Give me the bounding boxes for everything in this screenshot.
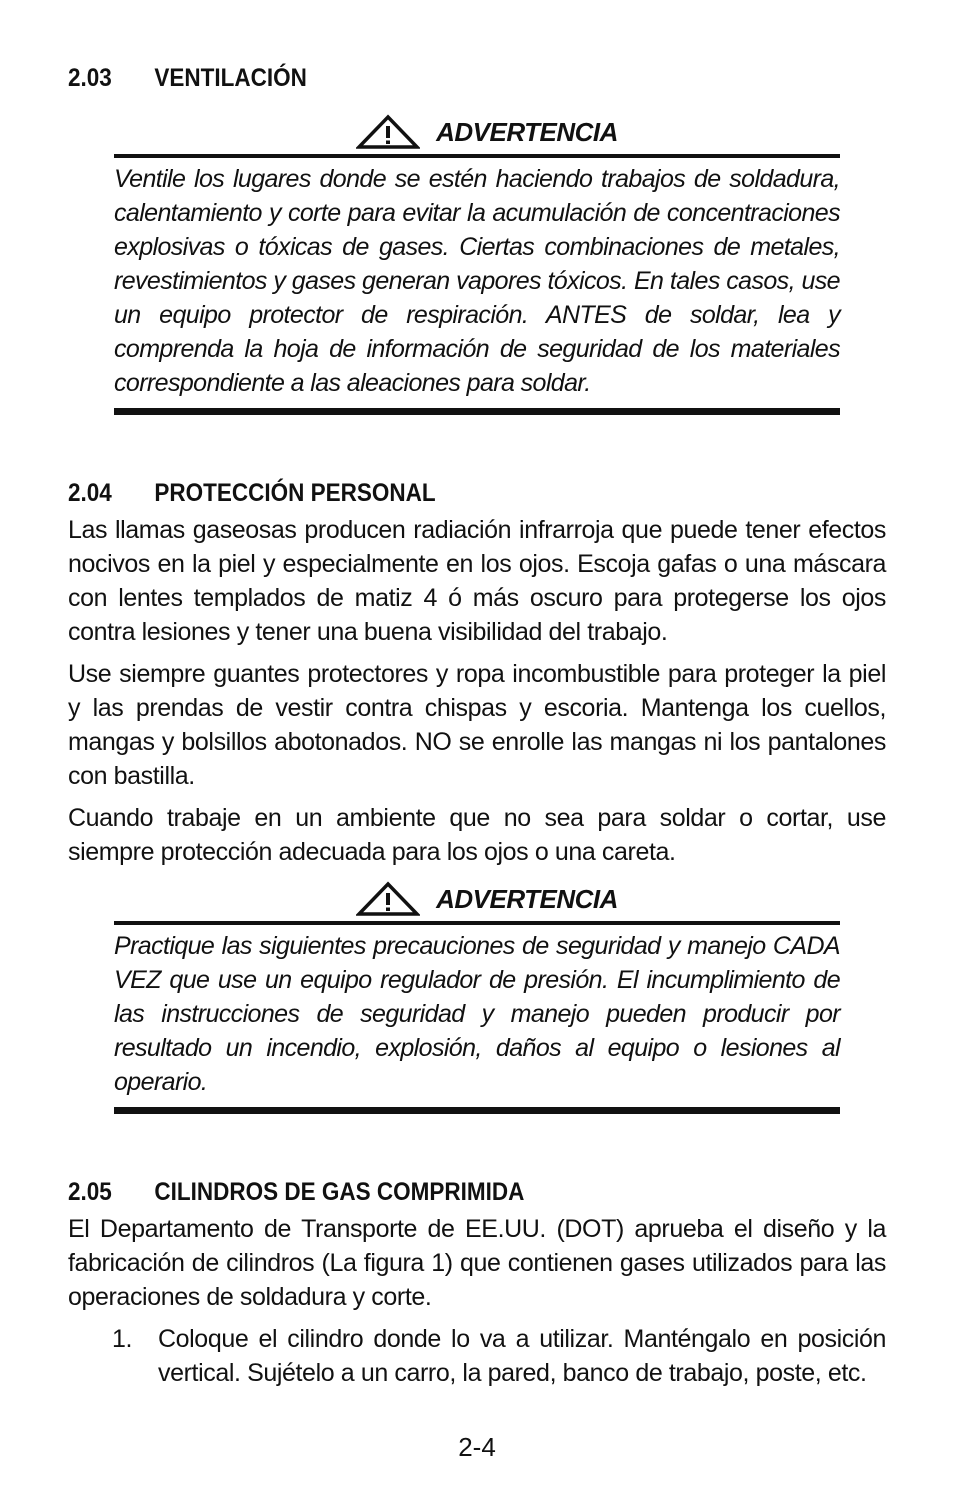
list-number: 1. [112,1325,133,1353]
section-number: 2.04 [68,479,112,507]
section-title: PROTECCIÓN PERSONAL [154,479,436,507]
section-heading-2-05 [68,1172,885,1212]
section-title: VENTILACIÓN [154,64,307,92]
warning-label: ADVERTENCIA [436,116,618,147]
paragraph: Use siempre guantes protectores y ropa incombustible para proteger la piel y las prendas de vestir contra chispas y escoria. Mantenga los cuellos, mangas y bolsillos abotonados. NO se enrolle las mangas ni los pantalones con bastilla. [68,660,886,790]
section-number: 2.05 [68,1178,112,1206]
section-title: CILINDROS DE GAS COMPRIMIDA [154,1178,525,1206]
warning-box [114,154,840,415]
warning-label: ADVERTENCIA [436,883,618,914]
paragraph: Cuando trabaje en un ambiente que no sea para soldar o cortar, use siempre protección adecuada para los ojos o una careta. [68,804,886,866]
paragraph: Las llamas gaseosas producen radiación infrarroja que puede tener efectos nocivos en la piel y especialmente en los ojos. Escoja gafas o una máscara con lentes templados de matiz 4 ó más oscuro para protegerse los ojos contra lesiones y tener una buena visibilidad del trabajo. [68,516,886,646]
page-number: 2-4 [458,1432,496,1462]
paragraph: El Departamento de Transporte de EE.UU. (DOT) aprueba el diseño y la fabricación de cilindros (La figura 1) que contienen gases utilizados para las operaciones de soldadura y corte. [68,1215,886,1311]
warning-header [88,877,886,921]
list-text: Coloque el cilindro donde lo va a utilizar. Manténgalo en posición vertical. Sujételo a un carro, la pared, banco de trabajo, poste, etc. [158,1325,886,1387]
manual-page [68,58,886,1390]
warning-text: Ventile los lugares donde se estén haciendo trabajos de soldadura, calentamiento y corte para evitar la acumulación de concentraciones explosivas o tóxicas de gases. Ciertas combinaciones de metales, revestimientos y gases generan vapores tóxicos. En tales casos, use un equipo protector de respiración. ANTES de soldar, lea y comprenda la hoja de información de seguridad de los materiales correspondiente a las aleaciones para soldar. [114,165,840,397]
section-heading-2-03 [68,58,885,98]
section-number: 2.03 [68,64,112,92]
list-item [112,1322,886,1390]
section-heading-2-04 [68,473,885,513]
warning-box [114,921,840,1114]
warning-triangle-icon [356,881,420,917]
warning-triangle-icon [356,114,420,150]
warning-header [88,110,886,154]
warning-text: Practique las siguientes precauciones de seguridad y manejo CADA VEZ que use un equipo regulador de presión. El incumplimiento de las instrucciones de seguridad y manejo pueden producir por resultado un incendio, explosión, daños al equipo o lesiones al operario. [114,932,840,1096]
